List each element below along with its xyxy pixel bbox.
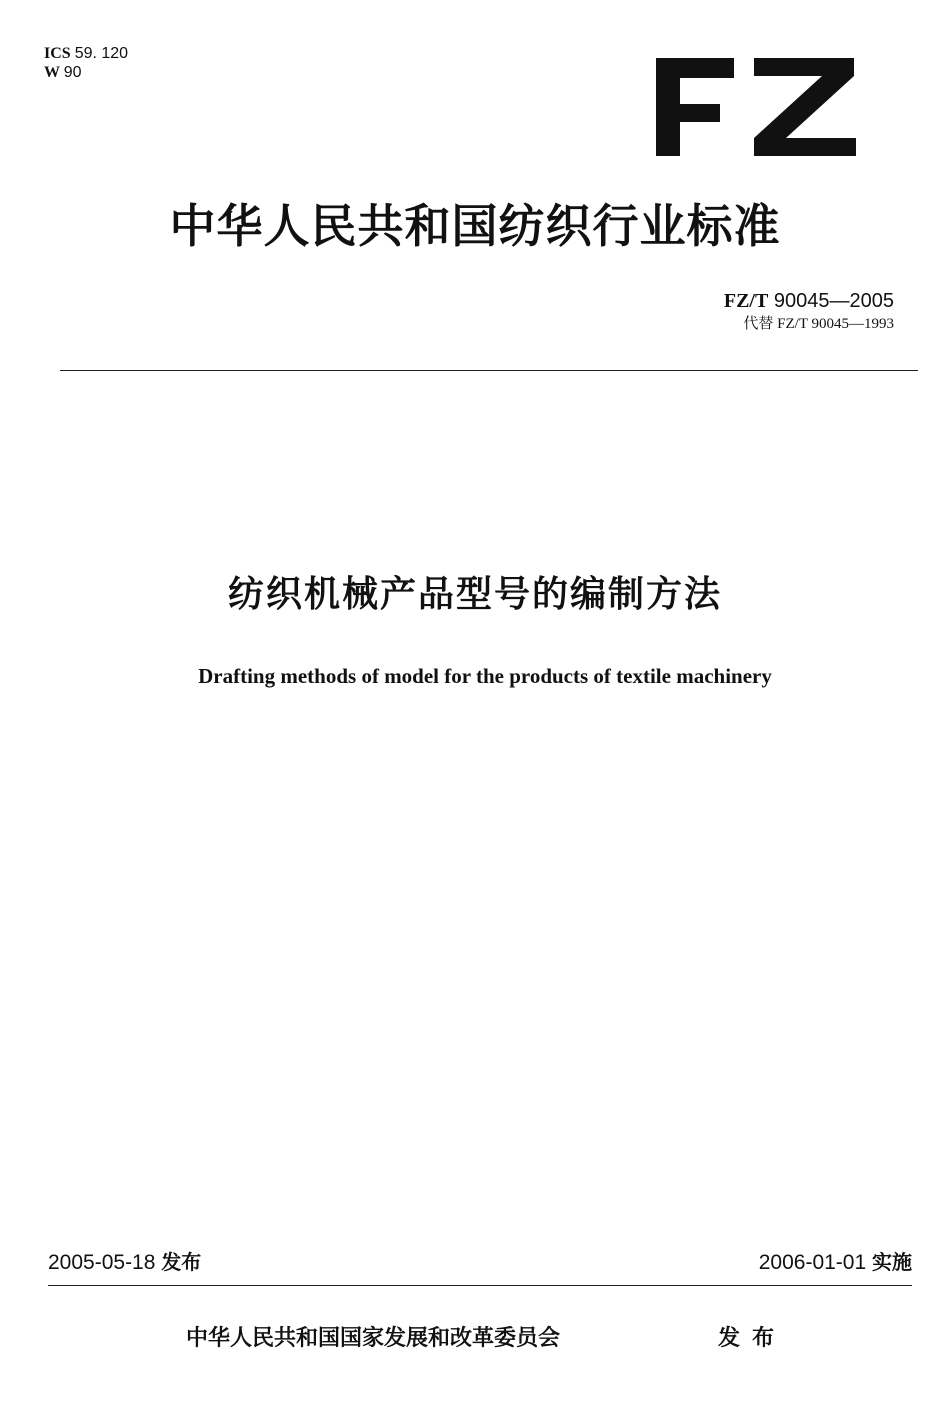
standard-number-value: 90045—2005 [773,290,894,312]
implementation-date-value: 2006-01-01 [758,1251,867,1274]
fz-logo-f-top [656,58,734,78]
ics-label: ICS [44,45,71,62]
ics-classification-block [44,44,128,82]
classification-line [44,63,128,82]
publisher-name: 中华人民共和国国家发展和改革委员会 [186,1326,561,1351]
implementation-date [759,1248,912,1277]
fz-logo-f-mid [656,104,720,122]
issue-date [48,1248,201,1277]
implementation-date-label: 实施 [872,1250,912,1274]
classification-number: 90 [63,64,82,81]
classification-label: W [44,64,60,81]
standard-number [724,289,894,313]
publish-label: 发布 [718,1326,787,1351]
fz-logo-z [754,58,856,156]
standard-category-title: 中华人民共和国纺织行业标准 [169,199,781,253]
replaces-standard: 代替 FZ/T 90045—1993 [743,316,894,332]
top-divider [60,370,918,371]
ics-number: 59. 120 [74,45,129,62]
document-title-chinese: 纺织机械产品型号的编制方法 [227,574,722,615]
issue-date-value: 2005-05-18 [48,1251,156,1274]
document-title-english: Drafting methods of model for the products of textile machinery [198,664,772,688]
standard-number-prefix: FZ/T [723,290,769,312]
fz-logo [650,42,862,160]
bottom-divider [48,1285,912,1286]
issue-date-label: 发布 [161,1250,202,1274]
ics-line [44,44,128,63]
